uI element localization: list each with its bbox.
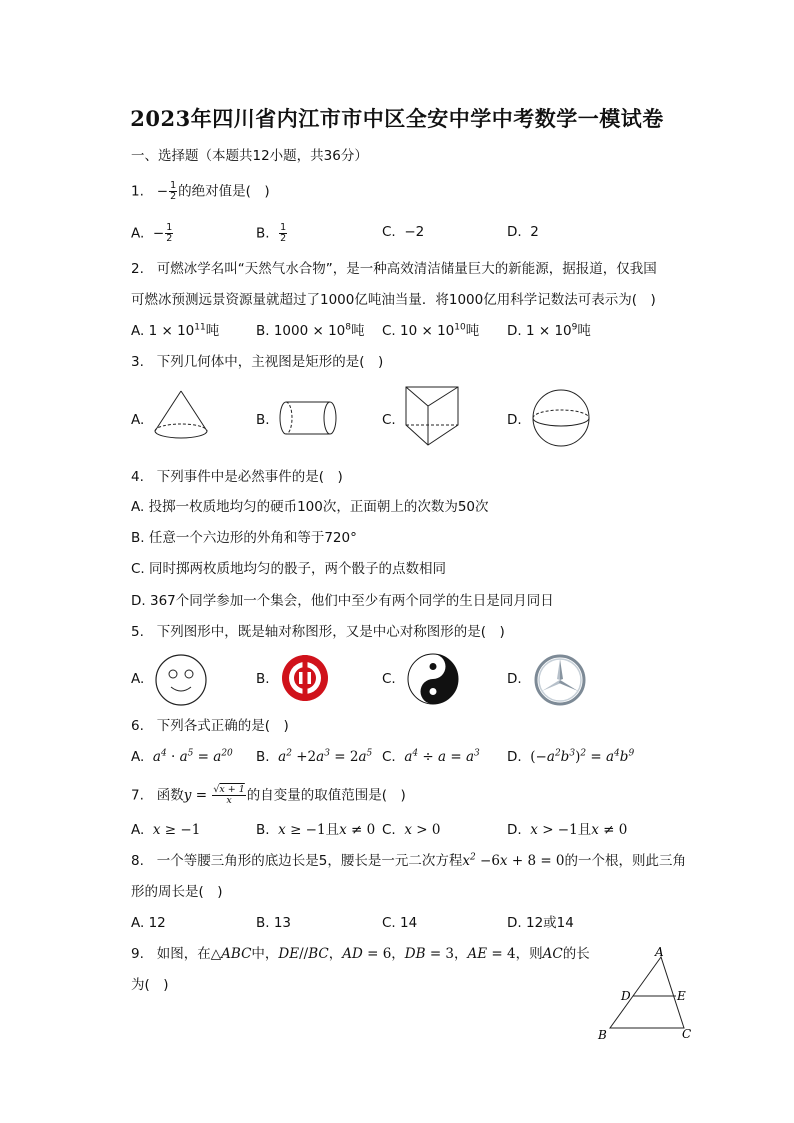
vertex-label-d: D	[621, 989, 631, 1003]
yin-yang-figure	[406, 652, 460, 706]
option-c: C. $a^4 \div a = a^3$	[382, 748, 480, 765]
option-c: C. 14	[382, 915, 418, 931]
option-b: B.	[256, 671, 270, 687]
option-d: D.	[507, 412, 522, 428]
option-b: B. 13	[256, 915, 292, 931]
option-c: C. −2	[382, 224, 425, 240]
option-a: A.	[131, 412, 145, 428]
option-a: A. x ≥ −1	[131, 822, 201, 838]
question-8-line2: 形的周长是( )	[131, 884, 223, 900]
question-7: 7. 函数y = $\frac{√x + 1}{x}$ 的自变量的取值范围是( )	[131, 784, 406, 806]
option-b: B. x ≥ −1且x ≠ 0	[256, 822, 376, 838]
question-3: 3. 下列几何体中，主视图是矩形的是( )	[131, 354, 384, 370]
option-b: B.	[256, 412, 270, 428]
triangle-figure	[596, 945, 696, 1043]
question-9: 9. 如图，在△ABC中，DE//BC，AD = 6，DB = 3，AE = 4，则AC的长	[131, 946, 590, 962]
vertex-label-a: A	[655, 945, 664, 959]
question-2: 2. 可燃冰学名叫“天然气水合物”，是一种高效清洁储量巨大的新能源，据报道，仅我国	[131, 261, 657, 277]
option-c: C. x > 0	[382, 822, 441, 838]
question-5: 5. 下列图形中，既是轴对称图形，又是中心对称图形的是( )	[131, 624, 505, 640]
option-b: B. $a^2 +2a^3 = 2a^5$	[256, 748, 373, 765]
fraction: $\frac{1}{2}$	[170, 180, 177, 202]
prism-figure	[403, 384, 463, 450]
option-a: A. 投掷一枚质地均匀的硬币100次，正面朝上的次数为50次	[131, 499, 489, 515]
option-d: D. 12或14	[507, 915, 574, 931]
page-title: 2023年四川省内江市市中区全安中学中考数学一模试卷	[130, 106, 664, 131]
option-c: C.	[382, 412, 396, 428]
cylinder-figure	[277, 400, 343, 438]
question-8: 8. 一个等腰三角形的底边长是5，腰长是一元二次方程$x^2 -6x + 8 = 0$的一个根，则此三角	[131, 852, 687, 869]
option-d: D. $(-a^2b^3)^2 = a^4b^9$	[507, 748, 635, 765]
three-pointed-star-logo-figure	[533, 653, 587, 707]
sphere-figure	[531, 388, 591, 448]
option-a: A. $a^4 \cdot a^5 = a^{20}$	[131, 748, 233, 765]
question-2-line2: 可燃冰预测远景资源量就超过了1000亿吨油当量．将1000亿用科学记数法可表示为( )	[131, 292, 656, 308]
bank-logo-figure	[280, 653, 330, 703]
option-d: D.	[507, 671, 522, 687]
option-c: C. $10 \times 10^{10}$吨	[382, 322, 480, 339]
option-d: D. 367个同学参加一个集会，他们中至少有两个同学的生日是同月同日	[131, 593, 554, 609]
option-a: A. − $\frac{1}{2}$	[131, 222, 173, 244]
section-heading: 一、选择题（本题共12小题，共36分）	[131, 148, 368, 164]
option-a: A.	[131, 671, 145, 687]
option-d: D. 2	[507, 224, 539, 240]
option-c: C. 同时掷两枚质地均匀的骰子，两个骰子的点数相同	[131, 561, 447, 577]
option-b: B. $1000 \times 10^8$吨	[256, 322, 365, 339]
option-c: C.	[382, 671, 396, 687]
question-9-line2: 为( )	[131, 977, 169, 993]
vertex-label-c: C	[682, 1027, 692, 1041]
option-a: A. 12	[131, 915, 166, 931]
question-6: 6. 下列各式正确的是( )	[131, 718, 289, 734]
vertex-label-e: E	[677, 989, 686, 1003]
vertex-label-b: B	[598, 1028, 607, 1042]
smiley-face-figure	[154, 653, 208, 707]
option-d: D. $1 \times 10^9$吨	[507, 322, 591, 339]
question-number: 1.	[131, 183, 144, 200]
question-1: 1. − $\frac{1}{2}$ 的绝对值是( )	[131, 180, 270, 202]
option-b: B. 任意一个六边形的外角和等于720°	[131, 530, 357, 546]
cone-figure	[150, 388, 212, 446]
option-a: A. $1 \times 10^{11}$吨	[131, 322, 220, 339]
question-4: 4. 下列事件中是必然事件的是( )	[131, 469, 343, 485]
option-b: B. $\frac{1}{2}$	[256, 222, 287, 244]
option-d: D. x > −1且x ≠ 0	[507, 822, 628, 838]
